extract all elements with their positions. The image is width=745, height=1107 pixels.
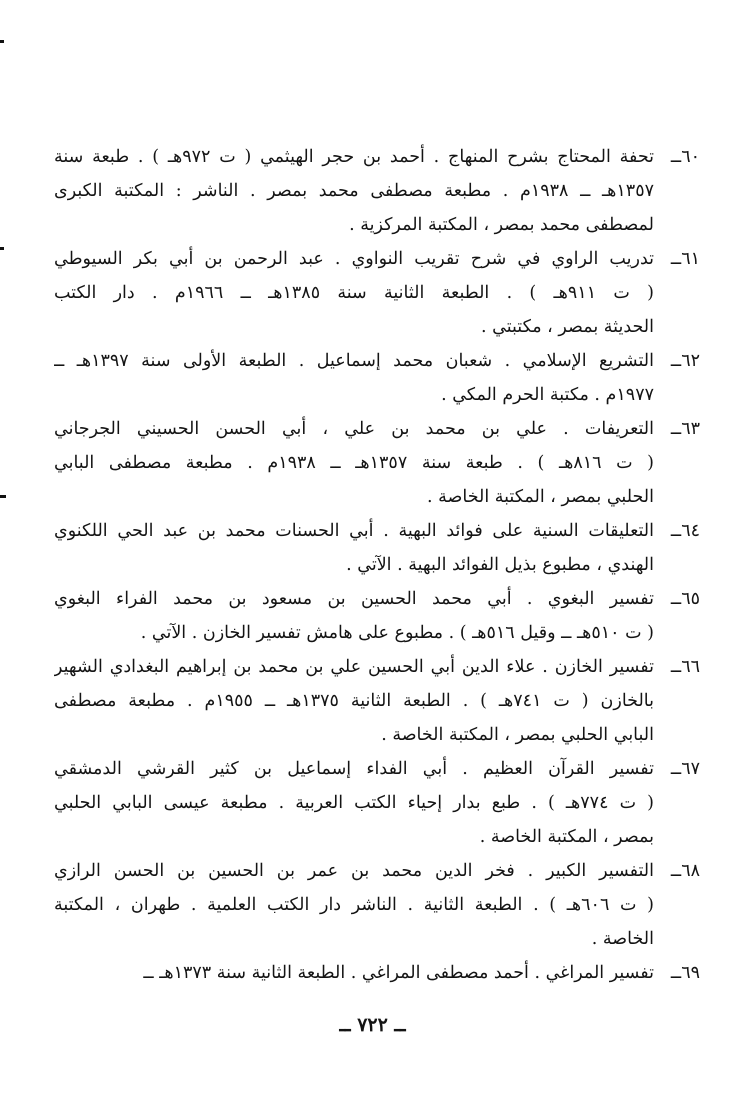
entry-number: ٦٨ــ [670,861,700,881]
entry-text-line: لمصطفى محمد بمصر ، المكتبة المركزية . [349,215,654,235]
bibliography-entry [54,140,700,242]
bibliography-entry [54,854,700,956]
scan-edge-mark [0,247,4,250]
entry-text-line: الحلبي بمصر ، المكتبة الخاصة . [427,487,654,507]
entry-text-line: ( ت ٦٠٦هـ ) . الطبعة الثانية . الناشر دار الكتب العلمية . طهران ، المكتبة [54,895,654,915]
entry-text-line: ١٩٧٧م . مكتبة الحرم المكي . [441,385,654,405]
entry-text-line: بمصر ، المكتبة الخاصة . [479,827,654,847]
entry-number: ٦٦ــ [670,657,700,677]
scan-edge-mark [0,40,4,43]
bibliography-entry [54,242,700,344]
entry-text-line: تفسير الخازن . علاء الدين أبي الحسين علي بن محمد بن إبراهيم البغدادي الشهير [54,657,654,677]
page-number: ــ ٧٢٢ ــ [339,1014,406,1036]
entry-text-line: التعريفات . علي بن محمد بن علي ، أبي الحسن الحسيني الجرجاني [54,419,654,439]
entry-text-line: بالخازن ( ت ٧٤١هـ ) . الطبعة الثانية ١٣٧٥هـ ــ ١٩٥٥م . مطبعة مصطفى [54,691,654,711]
entry-text-line: تحفة المحتاج بشرح المنهاج . أحمد بن حجر الهيثمي ( ت ٩٧٢هـ ) . طبعة سنة [54,147,654,167]
entry-number: ٦٤ــ [670,521,700,541]
entry-text-line: تفسير البغوي . أبي محمد الحسين بن مسعود بن محمد الفراء البغوي [54,589,654,609]
entry-text-line: التفسير الكبير . فخر الدين محمد بن عمر بن الحسين بن الحسن الرازي [54,861,654,881]
bibliography-list [54,140,700,990]
entry-text-line: التشريع الإسلامي . شعبان محمد إسماعيل . الطبعة الأولى سنة ١٣٩٧هـ ــ [54,351,654,371]
bibliography-entry [54,956,700,990]
entry-text-line: التعليقات السنية على فوائد البهية . أبي الحسنات محمد بن عبد الحي اللكنوي [54,521,654,541]
entry-text-line: تدريب الراوي في شرح تقريب النواوي . عبد الرحمن بن أبي بكر السيوطي [54,249,654,269]
entry-text-line: الخاصة . [591,929,654,949]
entry-number: ٦٠ــ [670,147,700,167]
entry-text-line: البابي الحلبي بمصر ، المكتبة الخاصة . [381,725,654,745]
bibliography-entry [54,752,700,854]
bibliography-entry [54,412,700,514]
bibliography-entry [54,650,700,752]
entry-text-line: ( ت ٥١٠هـ ــ وقيل ٥١٦هـ ) . مطبوع على هامش تفسير الخازن . الآتي . [140,623,654,643]
entry-text-line: ( ت ٩١١هـ ) . الطبعة الثانية سنة ١٣٨٥هـ ــ ١٩٦٦م . دار الكتب [54,283,654,303]
scan-edge-mark [0,495,6,498]
bibliography-entry [54,582,700,650]
entry-text-line: الهندي ، مطبوع بذيل الفوائد البهية . الآتي . [346,555,654,575]
entry-text-line: تفسير المراغي . أحمد مصطفى المراغي . الطبعة الثانية سنة ١٣٧٣هـ ــ [143,963,654,983]
entry-number: ٦٥ــ [670,589,700,609]
entry-text-line: ( ت ٧٧٤هـ ) . طبع بدار إحياء الكتب العربية . مطبعة عيسى البابي الحلبي [54,793,654,813]
bibliography-entry [54,514,700,582]
entry-text-line: تفسير القرآن العظيم . أبي الفداء إسماعيل بن كثير القرشي الدمشقي [54,759,654,779]
entry-number: ٦٣ــ [670,419,700,439]
entry-number: ٦٢ــ [670,351,700,371]
bibliography-entry [54,344,700,412]
entry-text-line: الحديثة بمصر ، مكتبتي . [481,317,654,337]
entry-number: ٦٩ــ [670,963,700,983]
entry-number: ٦١ــ [670,249,700,269]
entry-text-line: ١٣٥٧هـ ــ ١٩٣٨م . مطبعة مصطفى محمد بمصر . الناشر : المكتبة الكبرى [54,181,654,201]
entry-text-line: ( ت ٨١٦هـ ) . طبعة سنة ١٣٥٧هـ ــ ١٩٣٨م . مطبعة مصطفى البابي [54,453,654,473]
entry-number: ٦٧ــ [670,759,700,779]
